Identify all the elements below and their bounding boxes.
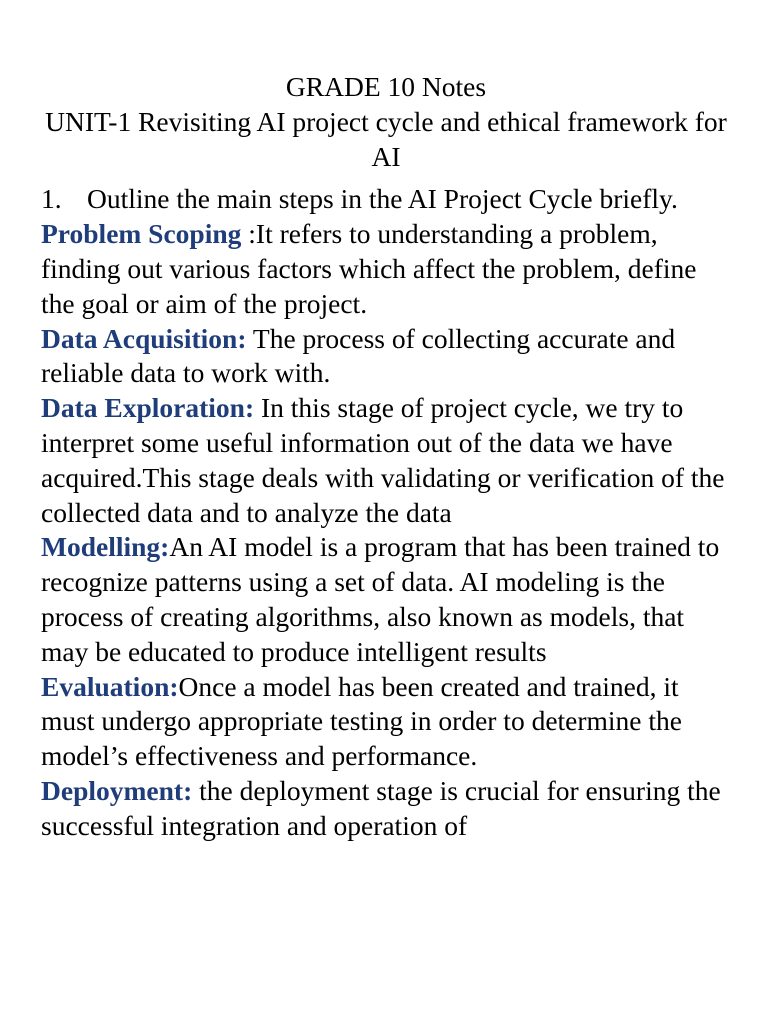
term-modelling: Modelling: xyxy=(41,531,170,563)
definition-deployment: the deployment stage is crucial for ensuring the successful integration and operation of xyxy=(41,774,721,841)
definition-data-acquisition: The process of collecting accurate and reliable data to work with. xyxy=(41,322,676,389)
question-1 xyxy=(41,182,731,217)
term-deployment: Deployment: xyxy=(41,774,193,806)
term-data-exploration: Data Exploration: xyxy=(41,392,255,424)
term-evaluation: Evaluation: xyxy=(41,670,179,702)
term-data-acquisition: Data Acquisition: xyxy=(41,322,247,354)
document-header xyxy=(41,70,731,174)
question-number: 1. xyxy=(41,183,62,215)
entry-data-acquisition xyxy=(41,322,731,392)
entry-modelling xyxy=(41,530,731,669)
definition-evaluation: Once a model has been created and trained, it must undergo appropriate testing in order to determine the model’s effectiveness and performance. xyxy=(41,670,682,772)
question-text: Outline the main steps in the AI Project Cycle briefly. xyxy=(87,183,678,215)
document-title: GRADE 10 Notes xyxy=(285,71,487,102)
term-problem-scoping: Problem Scoping xyxy=(41,218,242,250)
definition-modelling: An AI model is a program that has been trained to recognize patterns using a set of data. AI modeling is the process of creating algorithms, also known as models, that may be educated to produce intelligent results xyxy=(41,531,720,667)
document-subtitle: UNIT-1 Revisiting AI project cycle and ethical framework for AI xyxy=(45,105,727,172)
entry-problem-scoping xyxy=(41,217,731,321)
entry-evaluation xyxy=(41,670,731,774)
document-page xyxy=(41,70,731,844)
definition-problem-scoping: :It refers to understanding a problem, finding out various factors which affect the problem, define the goal or aim of the project. xyxy=(41,218,697,319)
entry-data-exploration xyxy=(41,391,731,530)
definition-data-exploration: In this stage of project cycle, we try to interpret some useful information out of the data we have acquired.This stage deals with validating or verification of the collected data and to analyze the data xyxy=(41,392,725,528)
entry-deployment xyxy=(41,774,731,844)
